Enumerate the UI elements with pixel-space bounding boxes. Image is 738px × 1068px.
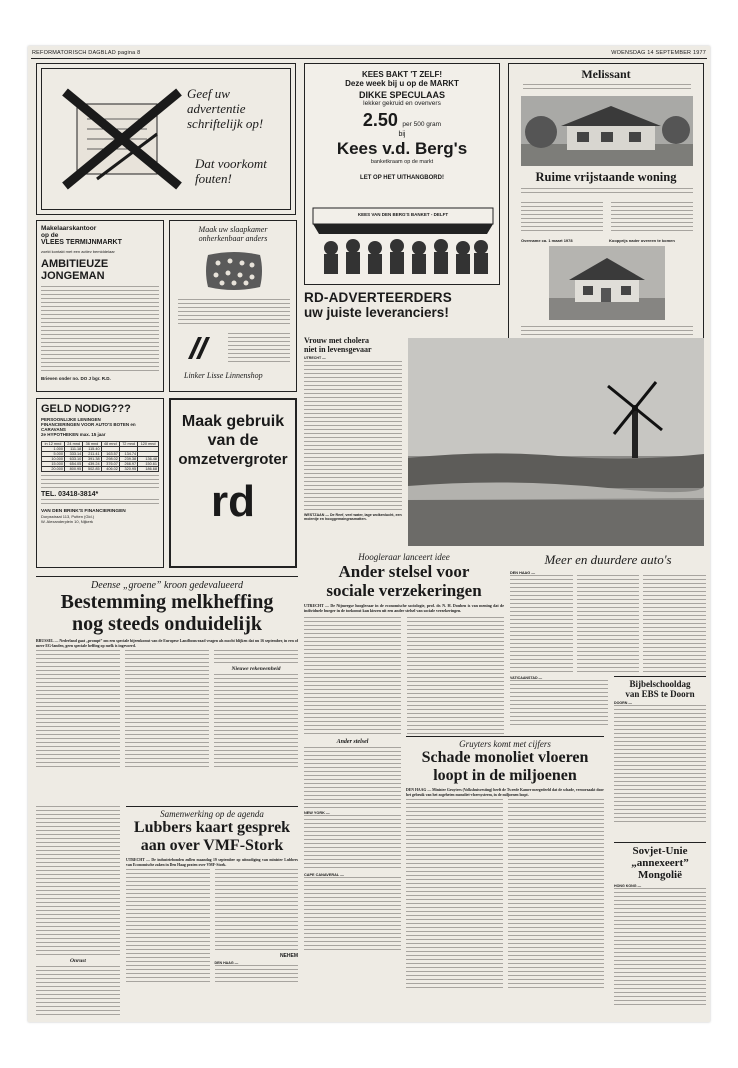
house-drawing: [521, 96, 693, 166]
omzet-l2: van de: [207, 432, 259, 449]
cross-out-icon: [57, 84, 187, 194]
geld-table-header-cell: 72 mnd: [119, 442, 137, 447]
geld-table-cell: 211.41: [83, 452, 101, 457]
newspaper-page: [28, 46, 710, 1022]
gruyters-title1: Schade monoliet vloeren: [421, 749, 589, 766]
text-block: [304, 747, 401, 809]
text-block: [577, 575, 640, 675]
geld-table-cell: 15.000: [42, 462, 65, 467]
ad-melissant: [508, 63, 704, 359]
geld-table-cell: 150.61: [138, 462, 159, 467]
sovjet-title3: Mongolië: [638, 869, 682, 881]
geld-item1: PERSOONLIJKE LENINGEN: [41, 417, 101, 422]
cholera-title2: niet in levensgevaar: [304, 345, 372, 354]
article-sovjet: [614, 842, 706, 1018]
ad-line: Dat voorkomt: [195, 156, 267, 171]
ad-rd-adverteerders: [304, 290, 504, 332]
geld-item2: FINANCIERINGEN VOOR AUTO'S BOTEN en CARAVANS: [41, 422, 136, 432]
mak-l5: AMBITIEUZE: [41, 258, 109, 270]
geld-table-header-cell: 24 mnd: [64, 442, 82, 447]
geld-table-cell: 633.10: [64, 457, 82, 462]
article-lubbers: [126, 806, 298, 1018]
linnenshop-logo-icon: [184, 333, 212, 363]
text-block: [304, 617, 401, 737]
autos-dateline: DEN HAAG —: [510, 571, 536, 575]
text-block: [214, 674, 298, 768]
cholera-title1: Vrouw met cholera: [304, 336, 370, 345]
melk-col-3: [214, 650, 298, 768]
cholera-dateline: UTRECHT —: [304, 356, 326, 360]
house-photo-2: [549, 246, 665, 320]
bijbel-title2: van EBS te Doorn: [625, 689, 695, 699]
text-block: [41, 475, 159, 489]
kees-line1: KEES BAKT 'T ZELF!: [361, 70, 443, 79]
melk-title2: nog steeds onduidelijk: [71, 613, 263, 635]
text-block: [406, 799, 503, 989]
geld-table-cell: 266.97: [119, 462, 137, 467]
text-block: [214, 650, 298, 664]
melissant-note: Overname ca. 1 maart 1978: [521, 238, 573, 243]
mak-l2: op de: [41, 232, 59, 239]
page-header-right: WOENSDAG 14 SEPTEMBER 1977: [611, 50, 706, 56]
hoog-title1: Ander stelsel voor: [338, 562, 470, 581]
kees-price-unit: per 500 gram: [402, 121, 442, 128]
text-block: [643, 575, 706, 675]
text-block: [304, 361, 402, 511]
lubbers-kicker: Samenwerking op de agenda: [160, 809, 264, 819]
ad-line: schriftelijk op!: [187, 116, 264, 131]
table-row: [42, 467, 159, 472]
text-block: [36, 650, 120, 768]
geld-table-cell: 298.02: [101, 457, 119, 462]
lubbers-title2: aan over VMF-Stork: [140, 837, 284, 854]
gruyters-title2: loopt in de miljoenen: [433, 767, 577, 784]
hoog-title2: sociale verzekeringen: [326, 581, 482, 600]
geld-table-cell: 186.68: [138, 467, 159, 472]
hoog-sub2: NEW YORK —: [304, 810, 330, 815]
geld-item3: 2e HYPOTHEKEN max. 15 jaar: [41, 432, 106, 437]
geld-table-cell: 136.48: [138, 457, 159, 462]
page-header-left: REFORMATORISCH DAGBLAD pagina 8: [32, 50, 141, 56]
sovjet-title1: Sovjet-Unie: [632, 845, 688, 857]
text-block: [523, 84, 691, 92]
ad-geef-uw-text2: [195, 156, 295, 186]
omzet-l3: omzetvergroter: [178, 451, 288, 468]
section-rule: [126, 806, 298, 807]
article-melkheffing: [36, 576, 298, 802]
header-rule: [31, 58, 707, 59]
geld-addr1: Dorpsstraat 113, Putten (Gld.): [41, 514, 95, 519]
kees-line3: DIKKE SPECULAAS: [358, 90, 445, 100]
kees-sub: banketkraam op de markt: [370, 159, 434, 165]
ad-geld-nodig: [36, 398, 164, 568]
autos-kicker: Meer en duurdere auto's: [544, 552, 672, 567]
ad-linnenshop: [169, 220, 297, 392]
geld-table-cell: 115.40: [83, 447, 101, 452]
melissant-note2: Koopprijs nader overeen te komen: [609, 238, 675, 243]
melk-sub2: Onrust: [70, 958, 86, 964]
text-block: [41, 286, 159, 374]
autos-continuation: [510, 676, 608, 732]
text-block: [304, 815, 401, 871]
geld-table-cell: 439.24: [83, 462, 101, 467]
geld-addr2: W. Alexanderplein 10, Nijkerk: [41, 519, 94, 524]
kees-price-row: [305, 110, 499, 131]
melk-kicker: Deense „groene” kroon gedevalueerd: [91, 580, 243, 591]
gruyters-kicker: Gruyters komt met cijfers: [459, 739, 551, 749]
mak-l1: Makelaarskantoor: [41, 225, 97, 232]
text-block: [215, 869, 299, 951]
text-block: [521, 202, 603, 234]
linnen-title: Maak uw slaapkamer onherkenbaar anders: [198, 225, 268, 243]
text-block: [36, 966, 120, 1018]
windmill-photo: [408, 338, 704, 546]
lubbers-col-2: [215, 869, 299, 985]
pillow-illustration: [204, 249, 264, 293]
text-block: [304, 877, 401, 953]
windmill-landscape: [408, 338, 704, 546]
autos-columns: [510, 575, 706, 675]
kees-line2: Deze week bij u op de MARKT: [345, 79, 459, 88]
text-block: [41, 499, 159, 507]
kees-line4: lekker gekruid en ovenvers: [363, 100, 441, 107]
article-cholera: [304, 336, 402, 546]
omzet-l1: Maak gebruik: [181, 413, 285, 430]
hoog-sub1: Ander stelsel: [336, 738, 369, 745]
kees-bij: bij: [398, 131, 406, 138]
geld-table-cell: 320.95: [119, 467, 137, 472]
geld-table-cell: 502.85: [83, 467, 101, 472]
section-rule: [614, 842, 706, 843]
rd-adv-line1: RD-ADVERTEERDERS: [304, 290, 452, 305]
linnen-brand: Linker Lisse Linnenshop: [184, 371, 263, 380]
mak-l4: zoekt kontakt met een actiev bemiddelaar: [41, 249, 115, 254]
house-drawing-2: [549, 246, 665, 320]
hoog-sub3: CAPE CANAVERAL —: [304, 872, 344, 877]
text-block: [178, 299, 290, 327]
bijbel-dateline: DOORN —: [614, 701, 632, 705]
kees-slogan: LET OP HET UITHANGBORD!: [360, 175, 444, 181]
lubbers-columns: [126, 869, 298, 985]
text-block: [611, 202, 693, 234]
melk-lead: BRUSSEL — Nederland gaat „prompt” om een speciale bijeenkomst van de Europese Landbouwraad vragen als mocht blijken dat nu 16 september, in een of meer EG-landen, geen speciale heffing op melk is ingevoerd.: [36, 639, 298, 648]
gruyters-columns: [406, 799, 604, 989]
geld-phone: TEL. 03418-3814*: [41, 491, 99, 498]
ad-kees-van-den-berg: [304, 63, 500, 285]
text-block: [126, 869, 210, 985]
melk-columns: [36, 650, 298, 768]
ad-omzetvergroter: [169, 398, 297, 568]
omzet-logo: rd: [211, 477, 255, 526]
text-block: [614, 888, 706, 1008]
geld-table-cell: 333.14: [64, 452, 82, 457]
geld-table-header-cell: in 12 mnd: [42, 442, 65, 447]
article-bijbelschooldag: [614, 676, 706, 836]
geld-table-header-cell: 48 mnd: [101, 442, 119, 447]
mak-l3: VLEES TERMIJNMARKT: [41, 239, 122, 246]
geld-table-cell: 111.18: [64, 447, 82, 452]
geld-table-body: [42, 447, 159, 472]
melissant-headline: Ruime vrijstaande woning: [535, 170, 677, 184]
geld-table-cell: 10.000: [42, 457, 65, 462]
geld-table-cell: 134.74: [119, 452, 137, 457]
cholera-caption: WESTZAAN — De Reef, veel water, lage wolkenlucht, een molentje en hooggemaingrasmatten.: [304, 513, 402, 522]
text-block: [125, 650, 209, 768]
ad-line: fouten!: [195, 171, 232, 186]
lubbers-lead: UTRECHT — De industriebonden zullen maandag 19 september op uitnodiging van minister Lubbers van Economische zaken in Den Haag praten over VMF-Stork.: [126, 858, 298, 867]
sovjet-dateline: HONG KONG —: [614, 884, 642, 888]
sovjet-title2: „annexeert”: [631, 857, 689, 869]
geld-table-cell: 1.000: [42, 447, 65, 452]
mak-l6: JONGEMAN: [41, 270, 105, 282]
melk-continuation: [36, 806, 120, 1018]
lubbers-sign: NEHEM: [279, 953, 298, 960]
ad-line: advertentie: [187, 101, 246, 116]
ad-geef-uw-advertentie: [36, 63, 296, 215]
geld-table-cell: 239.38: [119, 457, 137, 462]
kees-brand: Kees v.d. Berg's: [336, 139, 468, 158]
geld-table: [41, 441, 159, 472]
text-block: [521, 188, 693, 196]
geld-table-cell: 376.07: [101, 462, 119, 467]
article-gruyters: [406, 736, 604, 1018]
geld-table-cell: 163.57: [101, 452, 119, 457]
hoog-lead: UTRECHT — De Nijmeegse hoogleraar in de economische sociologie, prof. dr. N. H. Douben is van mening dat de individuele burger in de toekomst kan kiezen uit een ander stelsel van sociale verzekeringen.: [304, 604, 504, 613]
geld-table-cell: 20.000: [42, 467, 65, 472]
ad-line: Geef uw: [187, 86, 230, 101]
melk-sub1: Nieuwe rekeneenheid: [231, 666, 281, 673]
geld-firm: VAN DEN BRINK'S FINANCIERINGEN: [41, 509, 126, 514]
geld-title: GELD NODIG???: [41, 403, 131, 415]
text-block: [215, 965, 299, 985]
text-block: [508, 799, 605, 989]
geld-table-cell: 406.02: [101, 467, 119, 472]
geld-table-cell: 800.95: [64, 467, 82, 472]
lubbers-title1: Lubbers kaart gesprek: [133, 819, 291, 836]
kees-price: 2.50: [362, 110, 398, 130]
section-rule: [614, 676, 706, 677]
geld-table-cell: 391.38: [83, 457, 101, 462]
bijbel-title1: Bijbelschooldag: [629, 679, 691, 689]
text-block: [510, 680, 608, 728]
mak-l7: Brieven onder no. DO J bgr. R.D.: [41, 376, 111, 381]
text-block: [36, 806, 120, 956]
kees-sign: KEES VAN DEN BERG'S BANKET - DELFT: [357, 212, 449, 217]
melk-title1: Bestemming melkheffing: [60, 591, 274, 613]
house-photo: [521, 96, 693, 166]
gruyters-lead: DEN HAAG — Minister Gruyters (Volkshuisvesting) heeft de Tweede Kamer meegedeeld dat de schade, veroorzaakt door het gebruik van het zogeheten monoliet-vloersysteem, in de miljoenen loopt.: [406, 788, 604, 797]
rd-adv-line2: uw juiste leveranciers!: [304, 305, 449, 320]
ad-geef-uw-text: [187, 86, 287, 131]
section-rule: [36, 576, 298, 577]
text-block: [614, 705, 706, 823]
section-rule: [406, 736, 604, 737]
hoog-kicker: Hoogleraar lanceert idee: [358, 552, 450, 562]
article-autos: [510, 552, 706, 672]
text-block: [407, 617, 504, 737]
autos-sub: VATICAANSTAD —: [510, 676, 543, 680]
lubbers-sign-line: DEN HAAG —: [214, 961, 239, 966]
geld-table-cell: 5.000: [42, 452, 65, 457]
text-block: [228, 333, 290, 363]
geld-table-header-cell: 36 mnd: [83, 442, 101, 447]
text-block: [510, 575, 573, 675]
melissant-title: Melissant: [581, 67, 631, 81]
ad-makelaarskantoor: [36, 220, 164, 392]
geld-table-header-cell: 120 mnd: [138, 442, 159, 447]
hoog-col-1: [304, 617, 401, 953]
geld-table-cell: 654.05: [64, 462, 82, 467]
